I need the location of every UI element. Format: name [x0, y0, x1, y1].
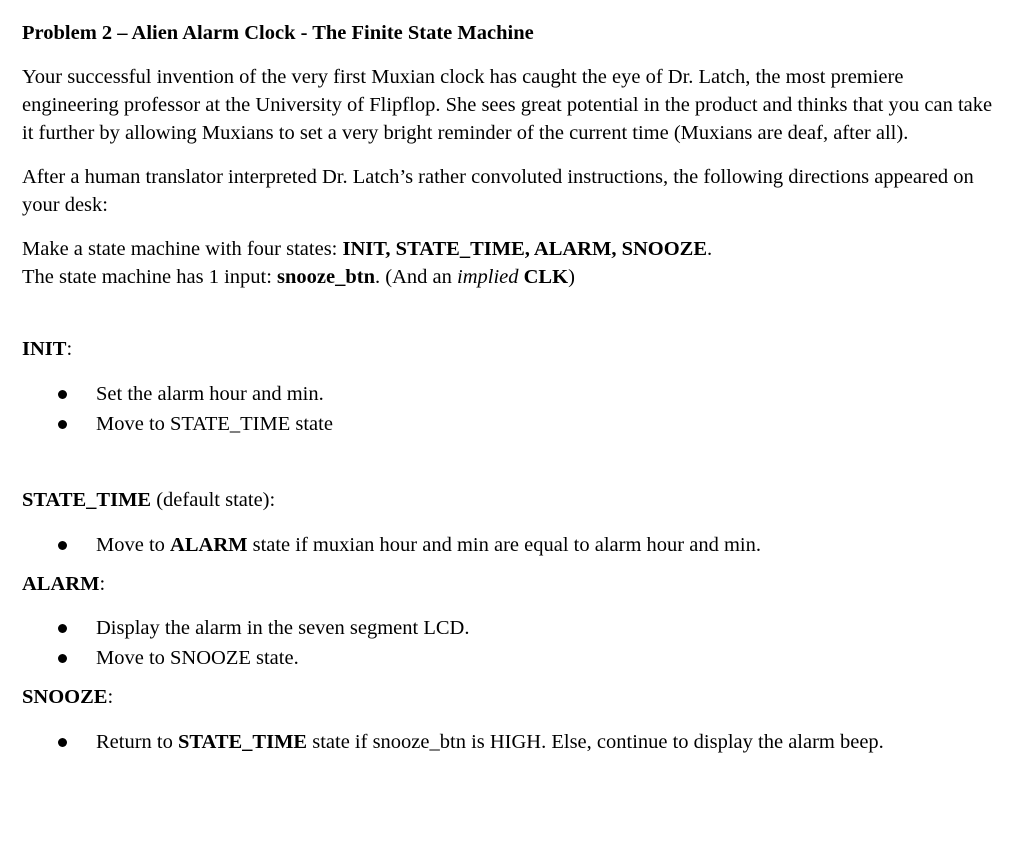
translator-paragraph: After a human translator interpreted Dr. Latch’s rather convoluted instructions, the following directions appeared on your desk: — [22, 166, 974, 216]
snooze-list — [22, 727, 1002, 757]
init-heading-suffix: : — [66, 338, 73, 360]
list-item-suffix: state if snooze_btn is HIGH. Else, continue to display the alarm beep. — [307, 731, 884, 753]
list-item — [22, 379, 1002, 409]
spec-line-states — [22, 235, 1002, 263]
state-time-name: STATE_TIME — [22, 489, 152, 511]
list-item-text: Display the alarm in the seven segment LCD. — [96, 617, 470, 639]
state-time-heading-suffix: (default state): — [151, 489, 276, 511]
list-item — [22, 727, 1002, 757]
problem-title: Problem 2 – Alien Alarm Clock - The Finite State Machine — [22, 22, 534, 44]
spec-clk: CLK — [523, 266, 569, 288]
spec-states-suffix: . — [707, 238, 713, 260]
state-time-list — [22, 530, 1002, 560]
state-time-heading — [22, 486, 1002, 514]
spec-states-list: INIT, STATE_TIME, ALARM, SNOOZE — [342, 238, 708, 260]
document — [22, 19, 1002, 757]
spec-input-mid: . (And an — [375, 266, 457, 288]
list-item-suffix: state if muxian hour and min are equal to alarm hour and min. — [247, 534, 761, 556]
list-item-bold: ALARM — [170, 534, 248, 556]
snooze-heading-suffix: : — [107, 686, 114, 708]
intro-paragraph: Your successful invention of the very first Muxian clock has caught the eye of Dr. Latch, the most premiere engineering professor at the University of Flipflop. She sees great potential in the product and thinks that you can take it further by allowing Muxians to set a very bright reminder of the current time (Muxians are deaf, after all). — [22, 66, 993, 144]
bullet-icon — [58, 654, 67, 663]
alarm-state-name: ALARM — [22, 573, 100, 595]
list-item — [22, 643, 1002, 673]
list-item-text: Move to STATE_TIME state — [96, 413, 333, 435]
bullet-icon — [58, 738, 67, 747]
spec-states-prefix: Make a state machine with four states: — [22, 238, 343, 260]
alarm-list — [22, 613, 1002, 673]
alarm-heading — [22, 570, 1002, 598]
spec-input-prefix: The state machine has 1 input: — [22, 266, 278, 288]
init-list — [22, 379, 1002, 439]
bullet-icon — [58, 541, 67, 550]
bullet-icon — [58, 390, 67, 399]
init-state-name: INIT — [22, 338, 67, 360]
bullet-icon — [58, 420, 67, 429]
snooze-state-name: SNOOZE — [22, 686, 108, 708]
list-item-prefix: Return to — [96, 731, 178, 753]
list-item — [22, 613, 1002, 643]
alarm-heading-suffix: : — [99, 573, 106, 595]
list-item — [22, 409, 1002, 439]
init-heading — [22, 335, 1002, 363]
snooze-heading — [22, 683, 1002, 711]
spec-line-input — [22, 263, 1002, 291]
spec-implied: implied — [457, 266, 519, 288]
list-item-bold: STATE_TIME — [178, 731, 308, 753]
list-item-text: Move to SNOOZE state. — [96, 647, 299, 669]
list-item-prefix: Move to — [96, 534, 171, 556]
list-item — [22, 530, 1002, 560]
spec-input-name: snooze_btn — [277, 266, 376, 288]
bullet-icon — [58, 624, 67, 633]
list-item-text: Set the alarm hour and min. — [96, 383, 324, 405]
spec-input-end: ) — [568, 266, 575, 288]
